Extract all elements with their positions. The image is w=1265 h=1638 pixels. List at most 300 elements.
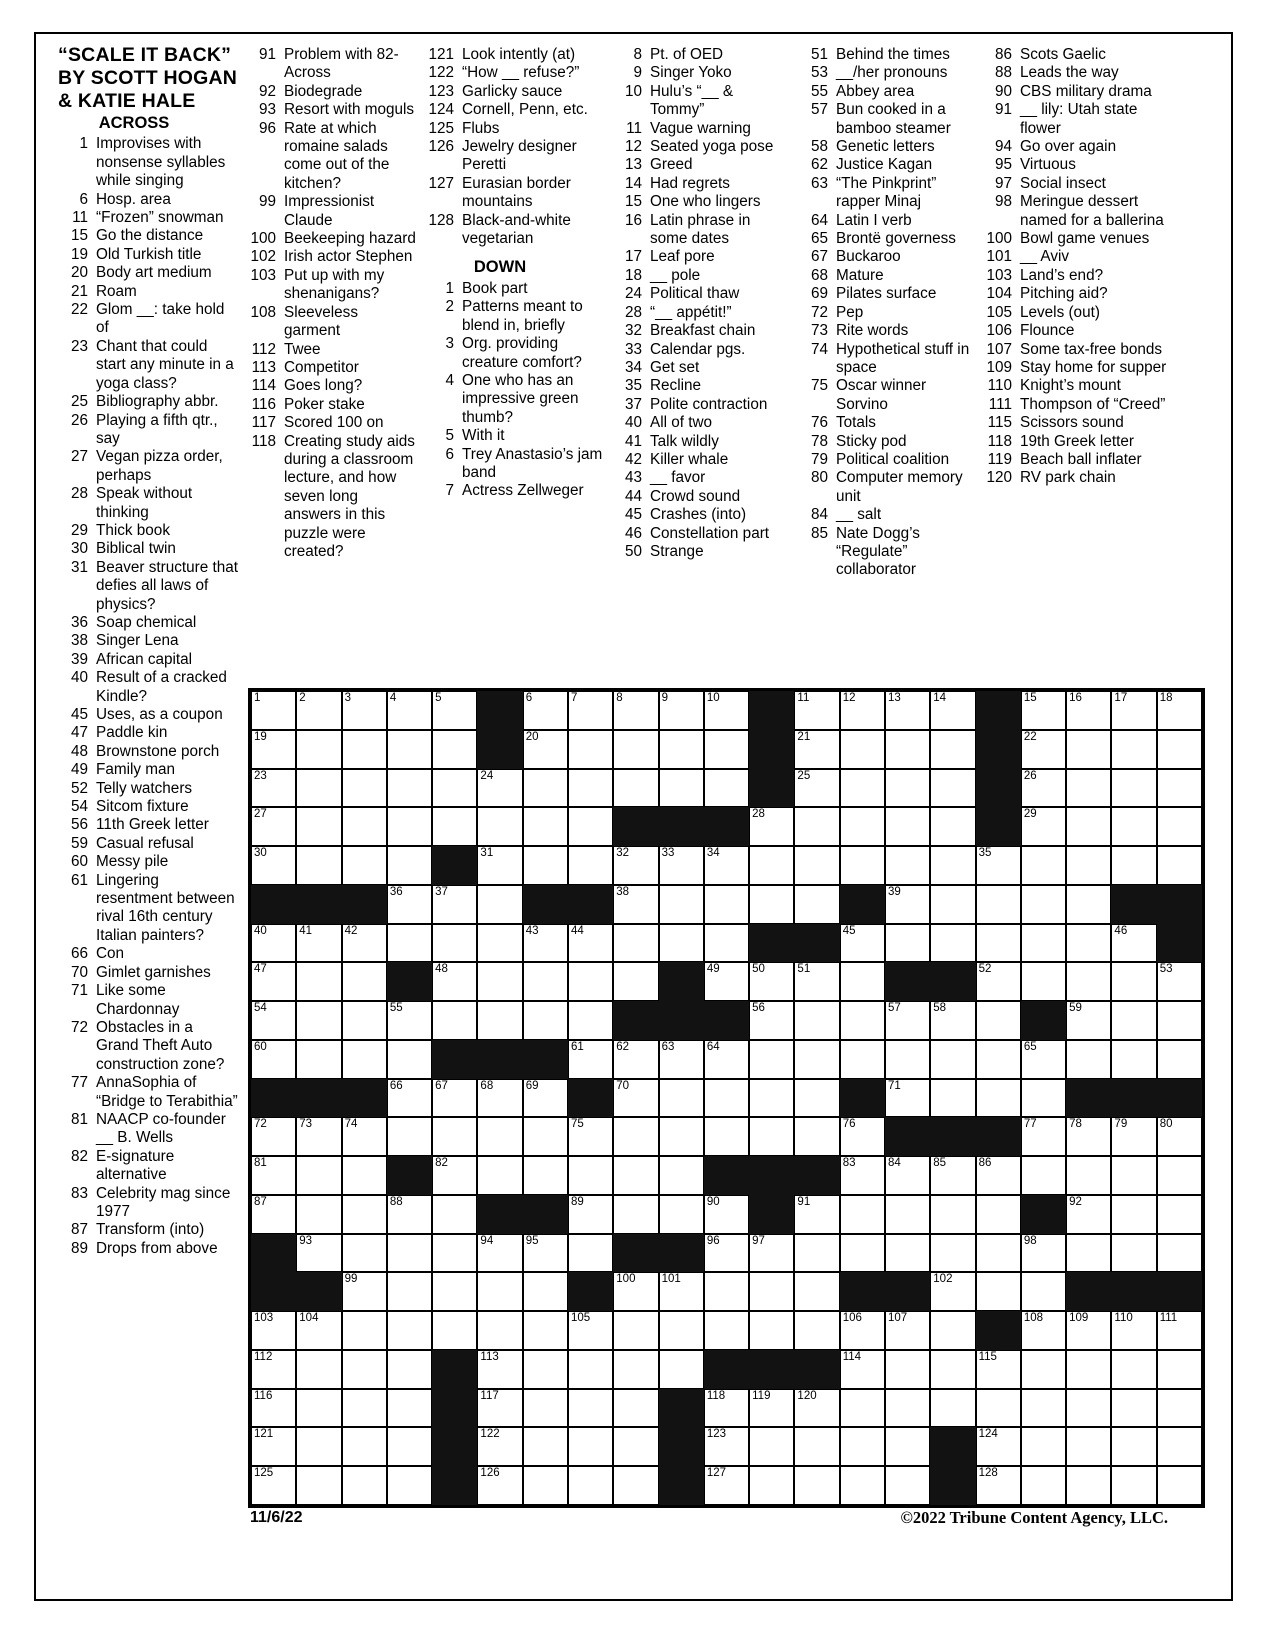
grid-cell [840,1311,885,1350]
grid-cell-black [523,1040,568,1079]
grid-cell-black [930,962,975,1001]
cell-number: 82 [435,1157,448,1170]
grid-cell [477,807,522,846]
clue-number: 50 [624,542,642,560]
grid-cell [1157,1001,1202,1040]
cell-number: 35 [978,847,992,860]
cell-number: 76 [842,1118,856,1131]
grid-cell [1157,1195,1202,1234]
clue-text: Political thaw [650,285,740,303]
grid-cell [251,691,296,730]
grid-cell [477,1311,522,1350]
clue-number: 24 [624,285,642,303]
grid-cell [477,1079,522,1118]
clue-text: Impressionist Claude [284,193,375,229]
cell-number: 26 [1023,769,1037,782]
clue-item [246,248,416,266]
clue-number: 36 [70,613,88,631]
cell-number: 72 [254,1118,267,1131]
grid-cell [432,1117,477,1156]
grid-cell [1157,1350,1202,1389]
grid-cell [568,1001,613,1040]
clue-item [58,614,238,632]
grid-cell-black [749,730,794,769]
grid-cell [885,1079,930,1118]
grid-cell [885,1466,930,1505]
grid-cell [1021,1156,1066,1195]
clue-number: 54 [70,798,88,816]
clue-number: 1 [445,279,454,297]
grid-cell [885,730,930,769]
clue-text: Polite contraction [650,395,768,413]
clue-text: __ lily: Utah state flower [1020,101,1138,137]
grid-cell [885,807,930,846]
grid-cell [704,1195,749,1234]
grid-cell-black [296,1272,341,1311]
grid-cell [930,1195,975,1234]
grid-cell [704,1427,749,1466]
clue-text: Killer whale [650,450,729,468]
cell-number: 115 [978,1350,997,1363]
grid-cell [432,691,477,730]
clue-item [424,298,604,335]
clue-number: 93 [258,101,276,119]
cell-number: 120 [797,1389,817,1402]
grid-cell-black [251,885,296,924]
clue-text: Mature [836,266,884,284]
clue-text: Constellation part [650,524,770,542]
cell-number: 46 [1114,924,1128,937]
clue-number: 60 [70,853,88,871]
grid-cell [840,1040,885,1079]
clue-item [798,156,978,174]
cell-number: 65 [1023,1040,1037,1053]
clue-number: 15 [624,193,642,211]
grid-cell [568,769,613,808]
cell-number: 40 [254,924,267,937]
grid-cell-black [704,807,749,846]
grid-cell [296,1195,341,1234]
grid-cell [749,1234,794,1273]
cell-number: 114 [842,1350,862,1363]
clue-number: 37 [624,395,642,413]
cell-number: 27 [254,808,267,821]
grid-cell [1021,885,1066,924]
grid-cell-black [613,807,658,846]
grid-cell [296,1466,341,1505]
cell-number: 69 [525,1079,539,1092]
clue-text: Knight’s mount [1020,377,1121,395]
grid-cell-black [387,962,432,1001]
clue-number: 100 [250,230,276,248]
cell-number: 50 [752,963,765,976]
grid-cell [568,730,613,769]
grid-cell-black [749,924,794,963]
clue-item [982,64,1168,82]
clue-number: 112 [251,340,276,358]
clue-number: 128 [428,211,454,229]
puzzle-byline: BY SCOTT HOGAN [58,67,238,89]
cell-number: 49 [706,963,720,976]
clue-text: Actress Zellweger [462,482,584,500]
grid-cell [840,962,885,1001]
grid-cell [432,769,477,808]
grid-cell [1111,846,1156,885]
clue-item [58,1074,238,1111]
clue-text: Org. providing creature comfort? [462,335,582,371]
clue-number: 40 [624,414,642,432]
cell-number: 88 [389,1195,403,1208]
clue-number: 121 [428,46,454,63]
grid-cell-black [477,1040,522,1079]
clue-text: Talk wildly [650,432,719,450]
grid-cell [387,885,432,924]
cell-number: 110 [1114,1312,1133,1325]
clue-number: 125 [428,119,454,137]
clue-number: 68 [810,266,828,284]
grid-cell [749,1079,794,1118]
clue-number: 22 [70,301,88,319]
grid-cell-black [976,769,1021,808]
clue-text: Latin I verb [836,211,912,229]
grid-cell [342,1117,387,1156]
grid-cell [477,1156,522,1195]
grid-cell [976,846,1021,885]
clue-text: AnnaSophia of “Bridge to Terabithia” [96,1074,238,1110]
clue-item [612,138,786,156]
clue-number: 21 [70,282,88,300]
grid-cell [704,962,749,1001]
grid-cell [1111,1234,1156,1273]
clue-text: Scots Gaelic [1020,46,1106,63]
grid-cell [1157,769,1202,808]
clue-item [798,212,978,230]
clue-item [246,120,416,194]
clue-text: Virtuous [1020,156,1076,174]
grid-cell [1066,1040,1111,1079]
grid-cell [523,1272,568,1311]
grid-cell [749,807,794,846]
grid-cell [704,730,749,769]
clue-number: 104 [986,285,1012,303]
grid-cell [976,924,1021,963]
clue-item [612,377,786,395]
clue-text: Nate Dogg’s “Regulate” collaborator [836,524,920,579]
cell-number: 90 [706,1195,720,1208]
clue-item [798,175,978,212]
clue-number: 8 [633,46,642,63]
clue-item [982,267,1168,285]
grid-cell [976,1195,1021,1234]
clue-number: 118 [987,432,1012,450]
clue-item [246,414,416,432]
clue-text: Pilates surface [836,285,937,303]
clue-column-across-2 [246,46,416,561]
clue-item [612,64,786,82]
clue-item [58,982,238,1019]
cell-number: 103 [254,1312,274,1325]
clue-column-down-3 [982,46,1168,488]
grid-cell [794,807,839,846]
clue-text: Stay home for supper [1020,358,1167,376]
clue-text: Put up with my shenanigans? [284,266,385,303]
grid-cell [477,1234,522,1273]
clue-text: One who has an impressive green thumb? [462,371,579,426]
grid-cell [976,1389,1021,1428]
grid-cell [342,1195,387,1234]
grid-cell [296,1001,341,1040]
clue-number: 35 [624,377,642,395]
grid-cell [1021,807,1066,846]
clue-item [58,227,238,245]
grid-cell [885,846,930,885]
grid-cell [387,924,432,963]
clue-item [798,414,978,432]
clue-item [58,835,238,853]
clue-number: 29 [70,521,88,539]
cell-number: 63 [661,1040,675,1053]
grid-cell [930,1234,975,1273]
grid-cell [568,1427,613,1466]
clue-item [798,525,978,580]
grid-cell [704,1466,749,1505]
grid-cell-black [840,885,885,924]
grid-cell [523,807,568,846]
grid-cell [704,885,749,924]
grid-cell-black [432,1427,477,1466]
grid-cell [568,846,613,885]
grid-cell-black [342,1079,387,1118]
grid-cell [976,1156,1021,1195]
grid-cell [342,807,387,846]
cell-number: 3 [344,692,351,704]
clue-text: Some tax-free bonds [1020,340,1162,358]
cell-number: 17 [1114,692,1128,704]
clue-text: Chant that could start any minute in a yoga class? [96,337,234,392]
grid-cell [976,962,1021,1001]
clue-item [58,872,238,946]
grid-cell [840,1389,885,1428]
grid-cell [342,1272,387,1311]
grid-cell [523,691,568,730]
grid-cell [251,1117,296,1156]
clue-text: Look intently (at) [462,46,576,63]
grid-cell-black [1157,885,1202,924]
grid-cell [387,1350,432,1389]
cell-number: 127 [706,1467,727,1480]
clue-text: Behind the times [836,46,950,63]
cell-number: 98 [1023,1234,1037,1247]
grid-cell-black [1157,1079,1202,1118]
clue-text: Beekeeping hazard [284,230,416,248]
grid-cell [840,807,885,846]
clue-item [424,372,604,427]
grid-cell [794,1040,839,1079]
cell-number: 21 [797,730,811,743]
crossword-grid [248,688,1205,1508]
clue-item [58,1019,238,1074]
cell-number: 83 [842,1157,856,1170]
clue-item [246,396,416,414]
cell-number: 123 [706,1428,727,1441]
cell-number: 108 [1023,1312,1044,1325]
cell-number: 28 [752,808,765,821]
clue-number: 111 [988,395,1012,413]
grid-cell [704,769,749,808]
grid-cell [1111,769,1156,808]
grid-cell [885,1311,930,1350]
clue-text: Pitching aid? [1020,285,1108,303]
cell-number: 64 [706,1040,720,1053]
grid-cell [568,691,613,730]
clue-text: __/her pronouns [836,64,948,82]
cell-number: 105 [570,1312,591,1325]
clue-item [982,193,1168,230]
clue-text: Creating study aids during a classroom lecture, and how seven long answers in this puzzle were created? [284,432,415,560]
grid-cell [432,885,477,924]
clue-number: 86 [994,46,1012,63]
clue-text: Telly watchers [96,779,193,797]
cell-number: 94 [480,1234,494,1247]
clue-number: 16 [624,211,642,229]
grid-cell [930,807,975,846]
clue-text: Eurasian border mountains [462,174,571,211]
clue-text: Biblical twin [96,540,176,558]
clue-item [58,522,238,540]
cell-number: 124 [978,1428,998,1441]
grid-cell [432,1234,477,1273]
grid-cell-black [342,885,387,924]
cell-number: 85 [933,1157,947,1170]
clue-item [798,451,978,469]
clue-number: 96 [258,119,276,137]
clue-number: 119 [987,450,1012,468]
grid-cell [523,1389,568,1428]
clue-text: Leads the way [1020,64,1119,82]
clue-item [246,433,416,562]
clue-number: 40 [70,669,88,687]
clue-number: 71 [70,982,88,1000]
clue-item [982,451,1168,469]
grid-cell [523,730,568,769]
clue-item [798,304,978,322]
grid-cell [885,1040,930,1079]
grid-cell [1066,1195,1111,1234]
grid-cell [296,962,341,1001]
grid-cell [840,1001,885,1040]
grid-cell [296,769,341,808]
grid-cell [885,885,930,924]
cell-number: 52 [978,963,992,976]
grid-cell [976,1040,1021,1079]
grid-cell [251,1195,296,1234]
clue-item [612,285,786,303]
clue-text: Totals [836,414,876,432]
clue-text: __ Aviv [1020,248,1070,266]
clue-number: 18 [624,266,642,284]
clue-text: Brontë governess [836,230,956,248]
grid-cell [342,769,387,808]
grid-cell [477,962,522,1001]
clue-number: 41 [624,432,642,450]
grid-cell-black [704,1156,749,1195]
grid-cell [342,730,387,769]
clue-text: Sticky pod [836,432,907,450]
cell-number: 100 [616,1273,636,1286]
grid-cell [659,1156,704,1195]
grid-cell-black [659,1389,704,1428]
clue-text: Singer Yoko [650,64,732,82]
clue-number: 11 [72,209,88,227]
clue-text: Biodegrade [284,82,363,100]
clue-text: Competitor [284,358,359,376]
grid-cell [432,1079,477,1118]
clue-item [612,525,786,543]
grid-cell [659,1311,704,1350]
clue-text: Speak without thinking [96,485,193,521]
clue-item [612,267,786,285]
cell-number: 126 [480,1467,500,1480]
clue-item [58,651,238,669]
grid-cell-black [1111,1272,1156,1311]
grid-cell [568,1389,613,1428]
clue-item [612,396,786,414]
clue-number: 65 [810,230,828,248]
grid-cell [477,1466,522,1505]
clue-number: 34 [624,358,642,376]
cell-number: 57 [887,1002,901,1015]
clue-text: Glom __: take hold of [96,301,225,337]
grid-cell [659,1195,704,1234]
clue-item [798,46,978,64]
clue-text: Thompson of “Creed” [1020,395,1166,413]
grid-cell [794,1272,839,1311]
grid-cell [296,846,341,885]
cell-number: 9 [661,692,668,704]
clue-item [424,280,604,298]
clue-number: 28 [70,485,88,503]
cell-number: 119 [752,1389,771,1402]
cell-number: 78 [1069,1118,1082,1131]
grid-cell-black [840,1079,885,1118]
grid-cell [251,1156,296,1195]
grid-cell-black [885,1117,930,1156]
clue-item [424,138,604,175]
clue-number: 52 [70,779,88,797]
clue-text: Sleeveless garment [284,303,358,340]
grid-cell [659,1272,704,1311]
clue-item [982,156,1168,174]
clue-text: Brownstone porch [96,742,220,760]
grid-cell [387,691,432,730]
clue-number: 94 [994,138,1012,156]
grid-cell [659,924,704,963]
grid-cell [794,1001,839,1040]
clue-item [246,46,416,83]
clue-number: 43 [624,469,642,487]
grid-cell [296,691,341,730]
clue-number: 13 [624,156,642,174]
clue-number: 88 [994,64,1012,82]
grid-cell [1157,1234,1202,1273]
clue-number: 82 [70,1147,88,1165]
grid-cell [704,1040,749,1079]
grid-cell [568,1234,613,1273]
clue-number: 44 [624,487,642,505]
grid-cell-black [1157,1272,1202,1311]
clue-item [798,101,978,138]
grid-cell [840,691,885,730]
